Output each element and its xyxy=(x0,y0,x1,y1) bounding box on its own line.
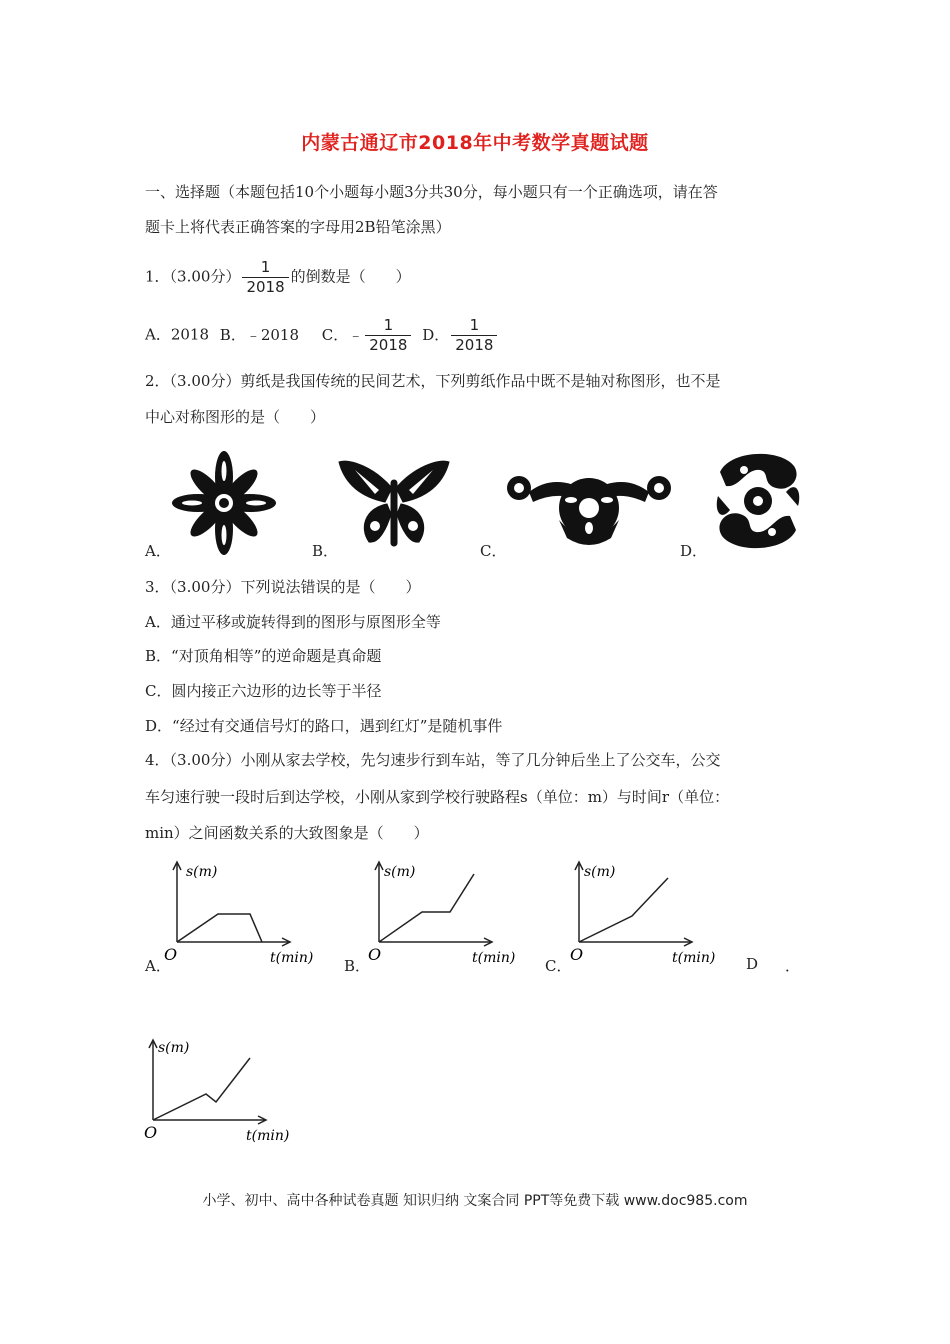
question-1-fraction xyxy=(242,258,288,297)
question-1-stem xyxy=(145,258,411,297)
graph-c-y-label: s(m) xyxy=(584,864,616,880)
question-3-stem: 3．（3.00分）下列说法错误的是（ ） xyxy=(145,578,421,596)
fraction-denominator: 2018 xyxy=(242,277,288,297)
graph-a-y-label: s(m) xyxy=(186,864,218,880)
option-c: C．﹣ xyxy=(321,325,364,344)
graph-d-y-label: s(m) xyxy=(158,1040,190,1056)
flower-papercut-image xyxy=(170,448,278,558)
question-2-line1: 2．（3.00分）剪纸是我国传统的民间艺术，下列剪纸作品中既不是轴对称图形，也不是 xyxy=(145,372,721,390)
question-4-line3: min）之间函数关系的大致图象是（ ） xyxy=(145,824,429,842)
option-c-fraction xyxy=(365,316,411,355)
question-1-prefix: 1．（3.00分） xyxy=(145,267,241,286)
graph-label-d-dot: ． xyxy=(785,957,801,975)
graph-b-origin: O xyxy=(368,945,382,964)
graph-c-x-label: t(min) xyxy=(672,950,716,966)
graph-a-origin: O xyxy=(164,945,178,964)
graph-label-a: A． xyxy=(145,957,171,975)
fraction-denominator: 2018 xyxy=(451,335,497,355)
floral-band-papercut-image xyxy=(505,462,673,554)
question-3-option-a: A．通过平移或旋转得到的图形与原图形全等 xyxy=(145,613,441,631)
question-1-suffix: 的倒数是（ ） xyxy=(290,267,411,286)
graph-c xyxy=(562,856,722,968)
graph-b xyxy=(362,856,522,968)
papercut-label-b: B． xyxy=(312,542,339,560)
graph-label-d: D xyxy=(746,955,759,973)
fraction-numerator: 1 xyxy=(469,316,480,334)
question-3-option-c: C．圆内接正六边形的边长等于半径 xyxy=(145,682,382,700)
question-1-options xyxy=(145,316,499,355)
option-b: B．﹣2018 xyxy=(219,325,299,344)
question-3-option-b: B．“对顶角相等”的逆命题是真命题 xyxy=(145,647,382,665)
section-instructions-line2: 题卡上将代表正确答案的字母用2B铅笔涂黑） xyxy=(145,218,451,236)
swirl-papercut-image xyxy=(710,448,806,554)
section-instructions-line1: 一、选择题（本题包括10个小题每小题3分共30分，每小题只有一个正确选项，请在答 xyxy=(145,183,718,201)
question-2-line2: 中心对称图形的是（ ） xyxy=(145,408,326,426)
graph-c-origin: O xyxy=(570,945,584,964)
page-title: 内蒙古通辽市2018年中考数学真题试题 xyxy=(301,132,649,154)
papercut-label-d: D． xyxy=(680,542,708,560)
option-a: A．2018 xyxy=(145,325,210,344)
fraction-numerator: 1 xyxy=(383,316,394,334)
option-d-fraction xyxy=(451,316,497,355)
option-d: D． xyxy=(422,325,450,344)
graph-label-b: B． xyxy=(344,957,371,975)
papercut-label-c: C． xyxy=(480,542,507,560)
graph-d-x-label: t(min) xyxy=(246,1128,290,1144)
question-4-line1: 4．（3.00分）小刚从家去学校，先匀速步行到车站，等了几分钟后坐上了公交车，公交 xyxy=(145,751,721,769)
graph-a xyxy=(160,856,320,968)
butterfly-papercut-image xyxy=(335,458,453,554)
graph-b-x-label: t(min) xyxy=(472,950,516,966)
graph-label-c: C． xyxy=(545,957,572,975)
graph-a-x-label: t(min) xyxy=(270,950,314,966)
papercut-label-a: A． xyxy=(145,542,171,560)
graph-d xyxy=(136,1034,296,1146)
graph-d-origin: O xyxy=(144,1123,158,1142)
fraction-numerator: 1 xyxy=(260,258,271,276)
graph-b-y-label: s(m) xyxy=(384,864,416,880)
question-3-option-d: D．“经过有交通信号灯的路口，遇到红灯”是随机事件 xyxy=(145,717,503,735)
question-4-line2: 车匀速行驶一段时后到达学校，小刚从家到学校行驶路程s（单位：m）与时间r（单位： xyxy=(145,788,730,806)
page-footer: 小学、初中、高中各种试卷真题 知识归纳 文案合同 PPT等免费下载 www.doc985.com xyxy=(202,1193,748,1209)
fraction-denominator: 2018 xyxy=(365,335,411,355)
